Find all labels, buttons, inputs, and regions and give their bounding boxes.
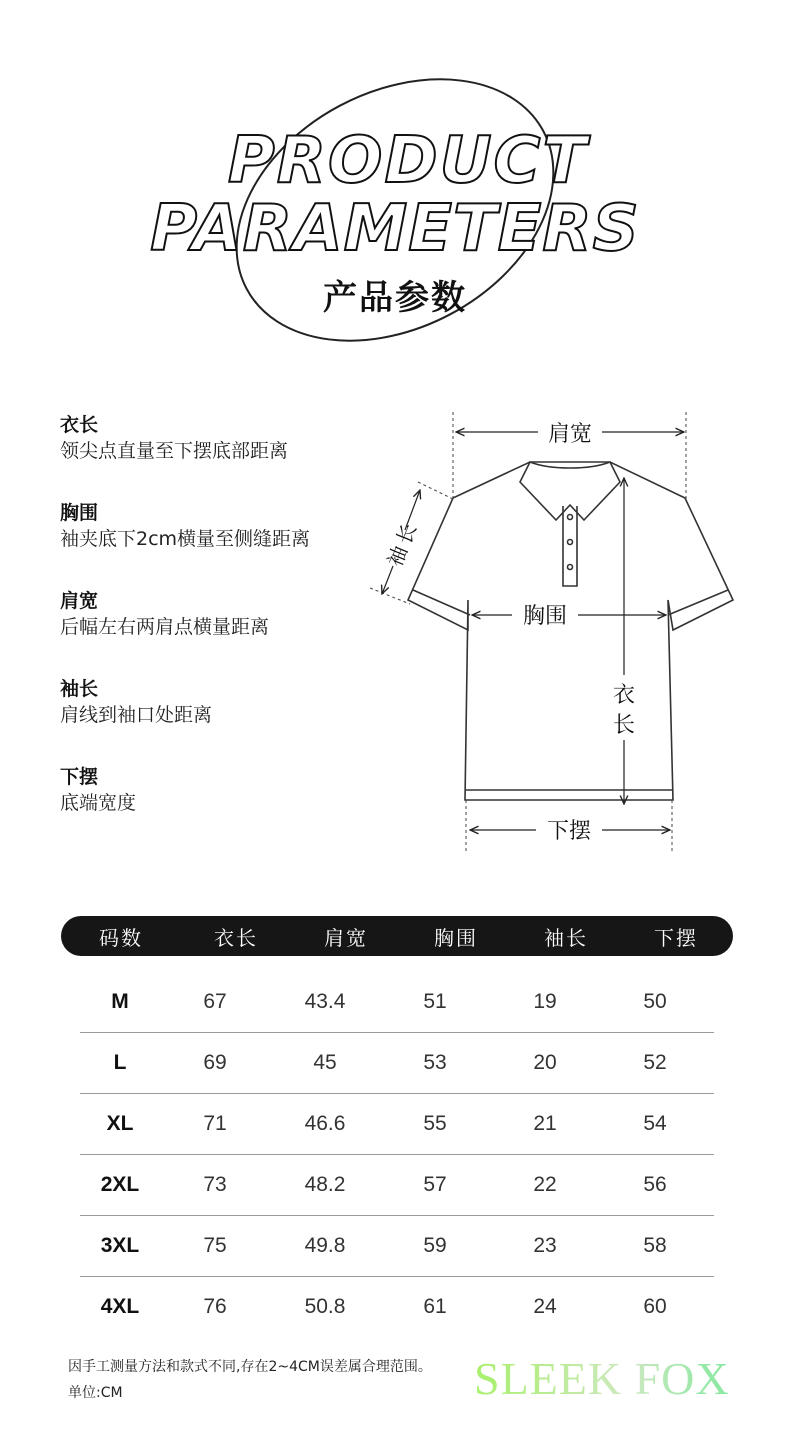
unit-note: 单位:CM	[68, 1385, 123, 1401]
table-cell: 20	[533, 1051, 557, 1074]
table-cell: 50	[643, 990, 667, 1013]
table-cell: 46.6	[304, 1112, 346, 1135]
table-cell: 67	[203, 990, 227, 1013]
label-shoulder: 肩宽	[547, 422, 593, 447]
definition-desc: 肩线到袖口处距离	[60, 704, 213, 726]
size-table-header	[61, 916, 733, 956]
size-cell: 2XL	[100, 1173, 140, 1196]
label-length-1: 衣	[612, 683, 636, 708]
table-cell: 57	[423, 1173, 447, 1196]
table-cell: 24	[533, 1295, 557, 1318]
definition-title: 下摆	[60, 766, 99, 788]
definition-title: 肩宽	[60, 590, 99, 612]
definition-item	[60, 676, 390, 764]
definition-item	[60, 588, 390, 676]
table-cell: 53	[423, 1051, 447, 1074]
table-cell: 75	[203, 1234, 227, 1257]
page-title: 产品参数	[323, 278, 467, 318]
table-header-cell: 下摆	[654, 925, 698, 950]
label-sleeve-2: 长	[391, 520, 422, 548]
definition-desc: 底端宽度	[60, 792, 137, 814]
size-cell: M	[111, 990, 129, 1013]
hero-line1: PRODUCT	[227, 124, 589, 198]
table-cell: 54	[643, 1112, 667, 1135]
table-row	[80, 1277, 714, 1337]
table-header-cell: 袖长	[544, 925, 588, 950]
table-row	[80, 1155, 714, 1216]
table-cell: 56	[643, 1173, 667, 1196]
table-row	[80, 1033, 714, 1094]
table-cell: 51	[423, 990, 447, 1013]
table-cell: 45	[313, 1051, 337, 1074]
shirt-body	[408, 462, 733, 800]
table-cell: 58	[643, 1234, 667, 1257]
definition-item	[60, 412, 390, 500]
measurement-note: 因手工测量方法和款式不同,存在2~4CM误差属合理范围。	[68, 1359, 432, 1375]
table-row	[80, 1094, 714, 1155]
table-cell: 73	[203, 1173, 227, 1196]
shirt-collar	[520, 462, 620, 520]
definition-item	[60, 500, 390, 588]
table-cell: 48.2	[304, 1173, 346, 1196]
table-cell: 60	[643, 1295, 667, 1318]
definition-title: 胸围	[60, 502, 99, 524]
label-length-2: 长	[612, 713, 636, 738]
table-cell: 52	[643, 1051, 667, 1074]
definition-desc: 袖夹底下2cm横量至侧缝距离	[60, 528, 311, 550]
table-cell: 23	[533, 1234, 557, 1257]
shirt-outline	[408, 462, 733, 800]
definition-title: 衣长	[60, 414, 99, 436]
table-cell: 76	[203, 1295, 227, 1318]
polo-shirt-diagram	[360, 400, 760, 860]
definition-list	[60, 412, 390, 852]
table-header-cell: 肩宽	[324, 925, 368, 950]
definition-title: 袖长	[60, 678, 99, 700]
table-cell: 69	[203, 1051, 227, 1074]
size-cell: L	[113, 1051, 127, 1074]
brand-logo: SLEEK FOX	[474, 1353, 730, 1404]
table-cell: 71	[203, 1112, 227, 1135]
table-row	[80, 972, 714, 1033]
label-chest: 胸围	[522, 604, 568, 629]
table-header-cell: 码数	[99, 925, 143, 950]
label-hem: 下摆	[546, 819, 592, 844]
table-header-cell: 胸围	[434, 925, 478, 950]
table-cell: 50.8	[304, 1295, 346, 1318]
table-cell: 19	[533, 990, 557, 1013]
label-sleeve-1: 袖	[382, 542, 413, 570]
table-cell: 55	[423, 1112, 447, 1135]
size-cell: 3XL	[100, 1234, 140, 1257]
table-cell: 61	[423, 1295, 447, 1318]
table-row	[80, 1216, 714, 1277]
definition-desc: 后幅左右两肩点横量距离	[60, 616, 270, 638]
size-cell: XL	[106, 1112, 134, 1135]
table-cell: 21	[533, 1112, 557, 1135]
table-cell: 22	[533, 1173, 557, 1196]
hero-header	[0, 0, 790, 360]
definition-item	[60, 764, 390, 852]
table-cell: 49.8	[304, 1234, 346, 1257]
table-header-cell: 衣长	[214, 925, 258, 950]
table-cell: 43.4	[304, 990, 346, 1013]
shirt-placket	[563, 506, 577, 586]
size-cell: 4XL	[100, 1295, 140, 1318]
hero-line2: PARAMETERS	[150, 192, 640, 266]
size-table-body	[80, 972, 714, 1337]
definition-desc: 领尖点直量至下摆底部距离	[60, 440, 289, 462]
table-cell: 59	[423, 1234, 447, 1257]
